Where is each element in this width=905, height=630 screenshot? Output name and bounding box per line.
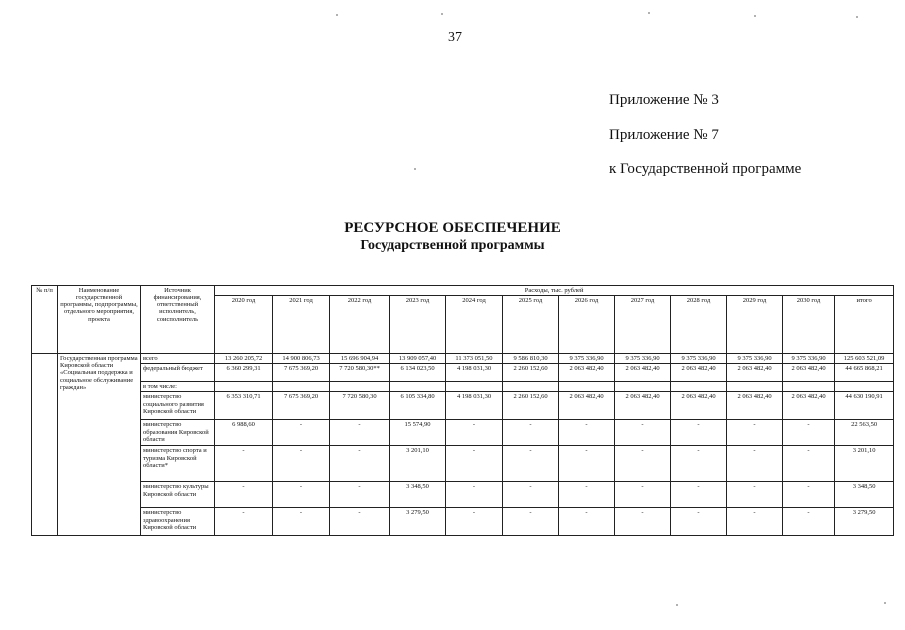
funding-source-cell: министерство здравоохранения Кировской области: [141, 508, 215, 536]
funding-source-cell: всего: [141, 354, 215, 364]
amount-cell: -: [273, 446, 330, 482]
table-row: [32, 482, 894, 508]
amount-cell: 2 063 482,40: [783, 364, 835, 382]
table-row: [32, 382, 894, 392]
amount-cell: 9 375 336,90: [559, 354, 615, 364]
amount-cell: 3 201,10: [835, 446, 894, 482]
table-row: [32, 354, 894, 364]
header-year: 2028 год: [671, 296, 727, 354]
funding-source-cell: министерство культуры Кировской области: [141, 482, 215, 508]
table-row: [32, 446, 894, 482]
resource-table: [31, 285, 894, 536]
amount-cell: [215, 382, 273, 392]
amount-cell: -: [783, 482, 835, 508]
amount-cell: 2 063 482,40: [615, 364, 671, 382]
header-year: 2021 год: [273, 296, 330, 354]
amount-cell: -: [446, 508, 503, 536]
amount-cell: 2 063 482,40: [671, 392, 727, 420]
scan-speck: [648, 12, 650, 14]
appendix-line: Приложение № 3: [609, 92, 719, 108]
amount-cell: 6 988,60: [215, 420, 273, 446]
amount-cell: -: [446, 446, 503, 482]
amount-cell: 15 696 904,94: [330, 354, 390, 364]
amount-cell: -: [503, 420, 559, 446]
amount-cell: 7 675 369,20: [273, 392, 330, 420]
amount-cell: 2 260 152,60: [503, 364, 559, 382]
funding-source-cell: министерство спорта и туризма Кировской области*: [141, 446, 215, 482]
amount-cell: 2 260 152,60: [503, 392, 559, 420]
funding-source-cell: министерство образования Кировской области: [141, 420, 215, 446]
amount-cell: [559, 382, 615, 392]
amount-cell: [615, 382, 671, 392]
amount-cell: -: [727, 508, 783, 536]
amount-cell: 2 063 482,40: [559, 392, 615, 420]
header-year: 2025 год: [503, 296, 559, 354]
amount-cell: [390, 382, 446, 392]
amount-cell: 9 375 336,90: [671, 354, 727, 364]
amount-cell: -: [446, 420, 503, 446]
amount-cell: -: [671, 508, 727, 536]
amount-cell: -: [503, 508, 559, 536]
amount-cell: -: [330, 482, 390, 508]
amount-cell: -: [783, 446, 835, 482]
amount-cell: 4 198 031,30: [446, 364, 503, 382]
scan-speck: [441, 13, 443, 15]
amount-cell: -: [727, 446, 783, 482]
table-row: [32, 392, 894, 420]
amount-cell: 13 260 205,72: [215, 354, 273, 364]
amount-cell: -: [559, 446, 615, 482]
header-year: 2027 год: [615, 296, 671, 354]
amount-cell: 3 279,50: [835, 508, 894, 536]
amount-cell: 6 353 310,71: [215, 392, 273, 420]
amount-cell: 14 900 806,73: [273, 354, 330, 364]
amount-cell: [446, 382, 503, 392]
document-title: РЕСУРСНОЕ ОБЕСПЕЧЕНИЕ: [344, 220, 561, 236]
amount-cell: -: [671, 482, 727, 508]
header-year: 2020 год: [215, 296, 273, 354]
amount-cell: 13 909 057,40: [390, 354, 446, 364]
amount-cell: 9 586 810,30: [503, 354, 559, 364]
scan-speck: [856, 16, 858, 18]
amount-cell: 7 675 369,20: [273, 364, 330, 382]
amount-cell: 7 720 580,30: [330, 392, 390, 420]
table-row: [32, 420, 894, 446]
header-year: 2029 год: [727, 296, 783, 354]
amount-cell: -: [273, 508, 330, 536]
amount-cell: 6 134 023,50: [390, 364, 446, 382]
amount-cell: -: [727, 482, 783, 508]
funding-source-cell: министерство социального развития Кировской области: [141, 392, 215, 420]
amount-cell: -: [783, 508, 835, 536]
amount-cell: 11 373 051,50: [446, 354, 503, 364]
amount-cell: -: [330, 420, 390, 446]
amount-cell: -: [215, 446, 273, 482]
amount-cell: 3 348,50: [390, 482, 446, 508]
amount-cell: 2 063 482,40: [727, 392, 783, 420]
amount-cell: 9 375 336,90: [783, 354, 835, 364]
header-year: 2022 год: [330, 296, 390, 354]
amount-cell: 9 375 336,90: [727, 354, 783, 364]
amount-cell: [671, 382, 727, 392]
amount-cell: -: [215, 482, 273, 508]
amount-cell: -: [503, 482, 559, 508]
amount-cell: -: [615, 508, 671, 536]
amount-cell: 3 201,10: [390, 446, 446, 482]
header-year: 2023 год: [390, 296, 446, 354]
amount-cell: -: [615, 482, 671, 508]
amount-cell: -: [783, 420, 835, 446]
amount-cell: -: [615, 420, 671, 446]
amount-cell: 9 375 336,90: [615, 354, 671, 364]
amount-cell: 44 630 190,91: [835, 392, 894, 420]
amount-cell: -: [330, 446, 390, 482]
amount-cell: 2 063 482,40: [671, 364, 727, 382]
amount-cell: -: [727, 420, 783, 446]
header-num: № п/п: [32, 286, 58, 354]
amount-cell: -: [671, 446, 727, 482]
table-row: [32, 364, 894, 382]
scan-speck: [676, 604, 678, 606]
appendix-line: к Государственной программе: [609, 161, 802, 177]
header-year: итого: [835, 296, 894, 354]
funding-source-cell: федеральный бюджет: [141, 364, 215, 382]
amount-cell: 7 720 580,30**: [330, 364, 390, 382]
amount-cell: 125 603 521,09: [835, 354, 894, 364]
amount-cell: -: [273, 420, 330, 446]
amount-cell: [835, 382, 894, 392]
amount-cell: [273, 382, 330, 392]
amount-cell: 15 574,90: [390, 420, 446, 446]
amount-cell: [503, 382, 559, 392]
amount-cell: 2 063 482,40: [615, 392, 671, 420]
header-expenses: Расходы, тыс. рублей: [215, 286, 894, 296]
amount-cell: 2 063 482,40: [727, 364, 783, 382]
amount-cell: 3 279,50: [390, 508, 446, 536]
amount-cell: -: [503, 446, 559, 482]
amount-cell: 2 063 482,40: [783, 392, 835, 420]
amount-cell: -: [559, 482, 615, 508]
amount-cell: -: [330, 508, 390, 536]
row-number-cell: [32, 354, 58, 536]
document-subtitle: Государственной программы: [360, 238, 545, 253]
amount-cell: -: [559, 508, 615, 536]
scan-speck: [884, 602, 886, 604]
amount-cell: 44 665 868,21: [835, 364, 894, 382]
amount-cell: -: [559, 420, 615, 446]
header-name: Наименование государственной программы, подпрограммы, отдельного мероприятия, проекта: [58, 286, 141, 354]
program-name-cell: Государственная программа Кировской области «Социальная поддержка и социальное обслуживание граждан»: [58, 354, 141, 536]
scan-speck: [336, 14, 338, 16]
page-number: 37: [448, 30, 462, 45]
amount-cell: 3 348,50: [835, 482, 894, 508]
appendix-line: Приложение № 7: [609, 127, 719, 143]
amount-cell: -: [446, 482, 503, 508]
header-year: 2024 год: [446, 296, 503, 354]
scan-speck: [754, 15, 756, 17]
amount-cell: 6 360 299,31: [215, 364, 273, 382]
amount-cell: 22 563,50: [835, 420, 894, 446]
amount-cell: 6 105 334,80: [390, 392, 446, 420]
header-year: 2026 год: [559, 296, 615, 354]
scan-speck: [414, 168, 416, 170]
amount-cell: -: [671, 420, 727, 446]
amount-cell: [330, 382, 390, 392]
amount-cell: 2 063 482,40: [559, 364, 615, 382]
amount-cell: 4 198 031,30: [446, 392, 503, 420]
amount-cell: [727, 382, 783, 392]
amount-cell: -: [615, 446, 671, 482]
table-row: [32, 508, 894, 536]
header-year: 2030 год: [783, 296, 835, 354]
amount-cell: -: [215, 508, 273, 536]
amount-cell: [783, 382, 835, 392]
header-source: Источник финансирования, ответственный исполнитель, соисполнитель: [141, 286, 215, 354]
amount-cell: -: [273, 482, 330, 508]
funding-source-cell: в том числе:: [141, 382, 215, 392]
